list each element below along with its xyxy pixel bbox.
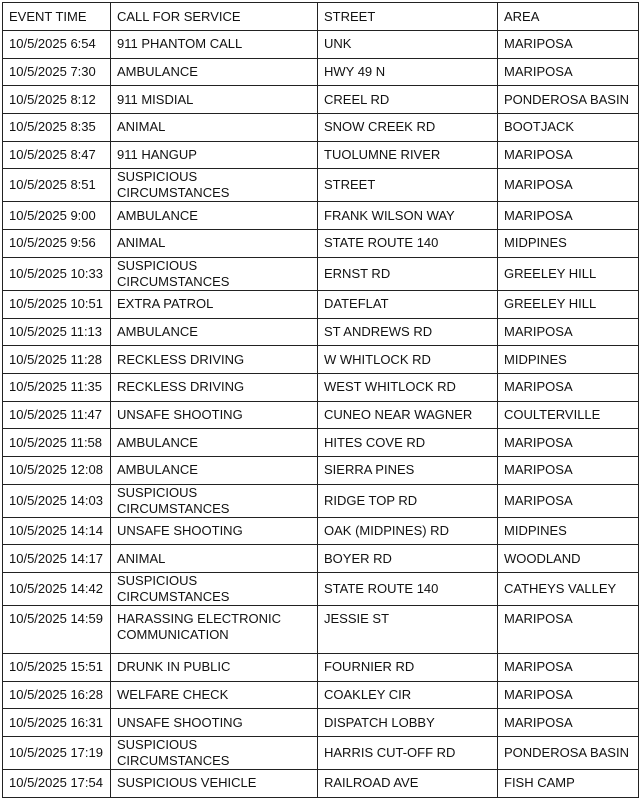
street-cell: DATEFLAT [318,290,498,318]
table-row [3,141,639,169]
call-type-cell: ANIMAL [111,114,318,142]
street-cell: HITES COVE RD [318,429,498,457]
table-row [3,429,639,457]
column-header-street: STREET [318,3,498,31]
call-type-cell: AMBULANCE [111,429,318,457]
area-cell: MARIPOSA [498,654,639,682]
call-type-cell: SUSPICIOUS CIRCUMSTANCES [111,484,318,517]
area-cell: MARIPOSA [498,429,639,457]
area-cell: MARIPOSA [498,681,639,709]
event-time-cell: 10/5/2025 8:51 [3,169,111,202]
street-cell: HWY 49 N [318,58,498,86]
street-cell: JESSIE ST [318,606,498,654]
street-cell: FRANK WILSON WAY [318,202,498,230]
area-cell: CATHEYS VALLEY [498,573,639,606]
event-time-cell: 10/5/2025 16:31 [3,709,111,737]
table-row [3,346,639,374]
area-cell: MARIPOSA [498,456,639,484]
street-cell: CUNEO NEAR WAGNER [318,401,498,429]
street-cell: ST ANDREWS RD [318,318,498,346]
event-time-cell: 10/5/2025 17:19 [3,737,111,770]
area-cell: MARIPOSA [498,31,639,59]
table-row [3,654,639,682]
street-cell: UNK [318,31,498,59]
street-cell: STATE ROUTE 140 [318,573,498,606]
event-time-cell: 10/5/2025 17:54 [3,770,111,798]
area-cell: MIDPINES [498,517,639,545]
event-time-cell: 10/5/2025 11:58 [3,429,111,457]
event-time-cell: 10/5/2025 14:14 [3,517,111,545]
street-cell: HARRIS CUT-OFF RD [318,737,498,770]
area-cell: GREELEY HILL [498,257,639,290]
call-type-cell: DRUNK IN PUBLIC [111,654,318,682]
street-cell: DISPATCH LOBBY [318,709,498,737]
street-cell: STREET [318,169,498,202]
street-cell: CREEL RD [318,86,498,114]
call-log-table [2,2,639,798]
table-row [3,169,639,202]
area-cell: GREELEY HILL [498,290,639,318]
event-time-cell: 10/5/2025 14:17 [3,545,111,573]
table-row [3,517,639,545]
event-time-cell: 10/5/2025 14:03 [3,484,111,517]
call-type-cell: SUSPICIOUS VEHICLE [111,770,318,798]
street-cell: TUOLUMNE RIVER [318,141,498,169]
table-row [3,318,639,346]
street-cell: ERNST RD [318,257,498,290]
event-time-cell: 10/5/2025 12:08 [3,456,111,484]
event-time-cell: 10/5/2025 11:13 [3,318,111,346]
call-type-cell: SUSPICIOUS CIRCUMSTANCES [111,257,318,290]
call-type-cell: EXTRA PATROL [111,290,318,318]
event-time-cell: 10/5/2025 6:54 [3,31,111,59]
table-row [3,86,639,114]
table-row [3,484,639,517]
area-cell: MIDPINES [498,230,639,258]
area-cell: MARIPOSA [498,202,639,230]
event-time-cell: 10/5/2025 8:47 [3,141,111,169]
area-cell: COULTERVILLE [498,401,639,429]
call-type-cell: 911 PHANTOM CALL [111,31,318,59]
table-header [3,3,639,31]
event-time-cell: 10/5/2025 8:12 [3,86,111,114]
street-cell: SIERRA PINES [318,456,498,484]
table-row [3,114,639,142]
area-cell: MARIPOSA [498,141,639,169]
call-type-cell: SUSPICIOUS CIRCUMSTANCES [111,169,318,202]
street-cell: W WHITLOCK RD [318,346,498,374]
table-row [3,737,639,770]
call-type-cell: RECKLESS DRIVING [111,373,318,401]
table-row [3,31,639,59]
area-cell: MARIPOSA [498,58,639,86]
event-time-cell: 10/5/2025 10:33 [3,257,111,290]
column-header-call-for-service: CALL FOR SERVICE [111,3,318,31]
event-time-cell: 10/5/2025 9:56 [3,230,111,258]
event-time-cell: 10/5/2025 9:00 [3,202,111,230]
table-row [3,373,639,401]
table-row [3,290,639,318]
table-row [3,545,639,573]
call-type-cell: AMBULANCE [111,318,318,346]
call-type-cell: ANIMAL [111,230,318,258]
event-time-cell: 10/5/2025 11:35 [3,373,111,401]
table-row [3,58,639,86]
area-cell: PONDEROSA BASIN [498,737,639,770]
street-cell: COAKLEY CIR [318,681,498,709]
table-row [3,709,639,737]
area-cell: WOODLAND [498,545,639,573]
event-time-cell: 10/5/2025 8:35 [3,114,111,142]
street-cell: WEST WHITLOCK RD [318,373,498,401]
street-cell: FOURNIER RD [318,654,498,682]
table-row [3,202,639,230]
event-time-cell: 10/5/2025 10:51 [3,290,111,318]
call-type-cell: AMBULANCE [111,58,318,86]
event-time-cell: 10/5/2025 11:47 [3,401,111,429]
header-row [3,3,639,31]
table-row [3,681,639,709]
call-type-cell: SUSPICIOUS CIRCUMSTANCES [111,737,318,770]
column-header-event-time: EVENT TIME [3,3,111,31]
call-type-cell: AMBULANCE [111,202,318,230]
street-cell: OAK (MIDPINES) RD [318,517,498,545]
table-row [3,770,639,798]
call-type-cell: RECKLESS DRIVING [111,346,318,374]
call-type-cell: UNSAFE SHOOTING [111,517,318,545]
table-row [3,606,639,654]
table-row [3,230,639,258]
event-time-cell: 10/5/2025 15:51 [3,654,111,682]
table-row [3,257,639,290]
event-time-cell: 10/5/2025 16:28 [3,681,111,709]
call-type-cell: SUSPICIOUS CIRCUMSTANCES [111,573,318,606]
area-cell: MARIPOSA [498,373,639,401]
column-header-area: AREA [498,3,639,31]
call-type-cell: 911 HANGUP [111,141,318,169]
call-type-cell: 911 MISDIAL [111,86,318,114]
table-body [3,31,639,798]
area-cell: MARIPOSA [498,169,639,202]
street-cell: SNOW CREEK RD [318,114,498,142]
street-cell: BOYER RD [318,545,498,573]
area-cell: FISH CAMP [498,770,639,798]
area-cell: PONDEROSA BASIN [498,86,639,114]
area-cell: BOOTJACK [498,114,639,142]
table-row [3,456,639,484]
area-cell: MARIPOSA [498,318,639,346]
call-type-cell: UNSAFE SHOOTING [111,401,318,429]
call-type-cell: WELFARE CHECK [111,681,318,709]
street-cell: RIDGE TOP RD [318,484,498,517]
call-type-cell: UNSAFE SHOOTING [111,709,318,737]
street-cell: STATE ROUTE 140 [318,230,498,258]
area-cell: MIDPINES [498,346,639,374]
event-time-cell: 10/5/2025 14:59 [3,606,111,654]
table-row [3,401,639,429]
event-time-cell: 10/5/2025 11:28 [3,346,111,374]
table-row [3,573,639,606]
area-cell: MARIPOSA [498,606,639,654]
street-cell: RAILROAD AVE [318,770,498,798]
area-cell: MARIPOSA [498,484,639,517]
area-cell: MARIPOSA [498,709,639,737]
call-type-cell: AMBULANCE [111,456,318,484]
event-time-cell: 10/5/2025 7:30 [3,58,111,86]
call-type-cell: ANIMAL [111,545,318,573]
call-type-cell: HARASSING ELECTRONIC COMMUNICATION [111,606,318,654]
event-time-cell: 10/5/2025 14:42 [3,573,111,606]
